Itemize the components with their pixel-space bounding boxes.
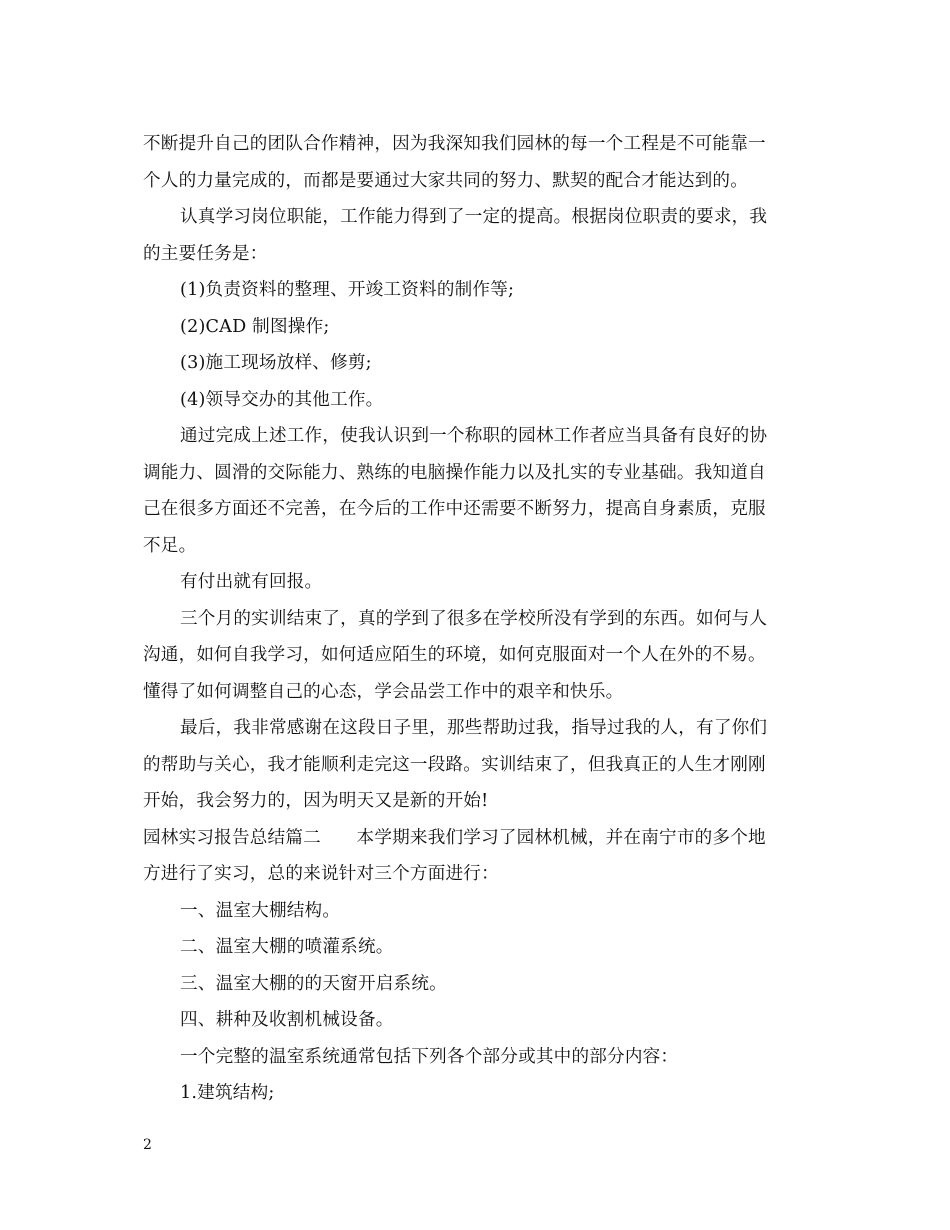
text-line: 懂得了如何调整自己的心态，学会品尝工作中的艰辛和快乐。 (143, 681, 624, 702)
text-line: (2)CAD 制图操作; (180, 316, 330, 337)
text-line: 开始，我会努力的，因为明天又是新的开始! (143, 791, 489, 811)
text-line: 的主要任务是： (143, 243, 268, 264)
text-line: 一、温室大棚结构。 (180, 900, 341, 921)
text-line: 不足。 (143, 535, 197, 556)
text-line: 三个月的实训结束了，真的学到了很多在学校所没有学到的东西。如何与人 (180, 608, 768, 629)
text-line: 认真学习岗位职能，工作能力得到了一定的提高。根据岗位职责的要求，我 (180, 207, 768, 227)
text-line: 调能力、圆滑的交际能力、熟练的电脑操作能力以及扎实的专业基础。我知道自 (143, 462, 766, 483)
text-line: 三、温室大棚的的天窗开启系统。 (180, 973, 447, 994)
text-line: (1)负责资料的整理、开竣工资料的制作等; (180, 280, 515, 300)
text-line: 四、耕种及收割机械设备。 (180, 1010, 394, 1030)
text-line: 二、温室大棚的喷灌系统。 (180, 937, 394, 957)
text-line: 一个完整的温室系统通常包括下列各个部分或其中的部分内容： (180, 1046, 679, 1067)
text-line: 己在很多方面还不完善，在今后的工作中还需要不断努力，提高自身素质，克服 (143, 499, 766, 519)
text-line: (4)领导交办的其他工作。 (180, 389, 384, 410)
text-line: 有付出就有回报。 (180, 572, 323, 592)
text-line: 个人的力量完成的，而都是要通过大家共同的努力、默契的配合才能达到的。 (143, 170, 748, 191)
page-number: 2 (143, 1137, 152, 1153)
text-line: 1.建筑结构; (180, 1083, 275, 1103)
text-line: 最后，我非常感谢在这段日子里，那些帮助过我，指导过我的人，有了你们 (180, 718, 768, 738)
text-line: 不断提升自己的团队合作精神，因为我深知我们园林的每一个工程是不可能靠一 (143, 134, 766, 154)
text-line: 方进行了实习，总的来说针对三个方面进行： (143, 864, 499, 884)
text-line: 通过完成上述工作，使我认识到一个称职的园林工作者应当具备有良好的协 (180, 426, 768, 446)
text-line: 沟通，如何自我学习，如何适应陌生的环境，如何克服面对一个人在外的不易。 (143, 645, 766, 665)
text-line: 的帮助与关心，我才能顺利走完这一段路。实训结束了，但我真正的人生才刚刚 (143, 754, 766, 775)
text-line: 园林实习报告总结篇二 本学期来我们学习了园林机械，并在南宁市的多个地 (143, 827, 766, 848)
document-body (143, 126, 803, 1112)
text-line: (3)施工现场放样、修剪; (180, 353, 372, 373)
